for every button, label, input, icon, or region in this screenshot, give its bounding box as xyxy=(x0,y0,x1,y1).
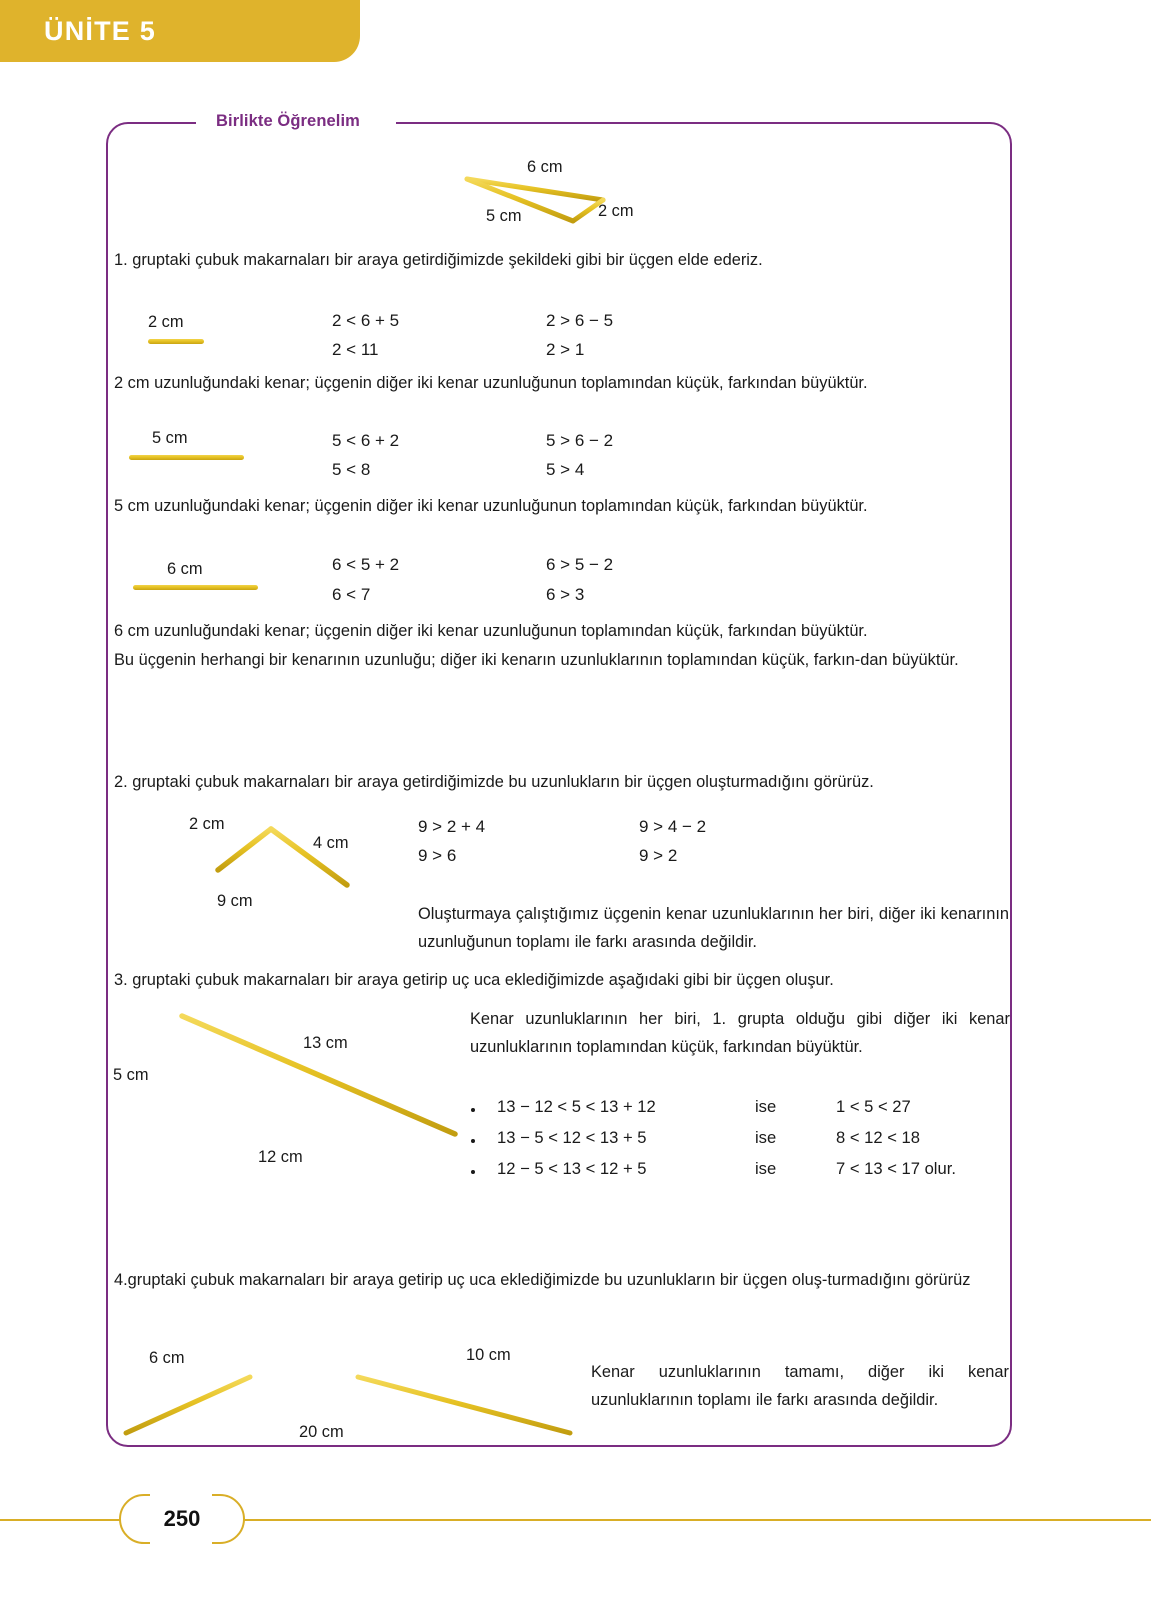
group3-explanation: Kenar uzunluklarının her biri, 1. grupta olduğu gibi diğer iki kenar uzunluklarının toplamından küçük, farkından büyüktür. xyxy=(470,1010,1010,1056)
group3-bullet-1-result: 8 < 12 < 18 xyxy=(836,1128,920,1147)
group3-hypotenuse-label: 13 cm xyxy=(303,1034,348,1052)
group2-left-bottom: 9 > 6 xyxy=(418,846,457,865)
group3-bullet-0-connector: ise xyxy=(755,1097,777,1116)
group1-row-0-stick xyxy=(148,339,204,344)
group2-base-label: 9 cm xyxy=(217,892,253,910)
group3-vertical-side-label: 5 cm xyxy=(113,1066,149,1084)
group1-row-2-right-top: 6 > 5 − 2 xyxy=(546,555,614,574)
group3-bullet-dot-1 xyxy=(471,1139,475,1143)
group1-row-0-right-bottom: 2 > 1 xyxy=(546,340,585,359)
group3-bullet-2-connector: ise xyxy=(755,1159,777,1178)
group1-row-1-stick-label: 5 cm xyxy=(152,429,188,447)
group2-left-top: 9 > 2 + 4 xyxy=(418,817,486,836)
group1-row-1-left-top: 5 < 6 + 2 xyxy=(332,431,400,450)
group2-right-bottom: 9 > 2 xyxy=(639,846,678,865)
group1-row-0-left-bottom: 2 < 11 xyxy=(332,340,379,359)
group2-explanation: Oluşturmaya çalıştığımız üçgenin kenar uzunluklarının her biri, diğer iki kenarının uzunluğunun toplamı ile farkı arasında değildir. xyxy=(418,905,1009,951)
group3-bullet-0-result: 1 < 5 < 27 xyxy=(836,1097,911,1116)
group4-left-side-label: 6 cm xyxy=(149,1349,185,1367)
group1-row-1-left-bottom: 5 < 8 xyxy=(332,460,371,479)
group2-right-top: 9 > 4 − 2 xyxy=(639,817,707,836)
group3-base-label: 12 cm xyxy=(258,1148,303,1166)
group1-row-1-right-bottom: 5 > 4 xyxy=(546,460,585,479)
group3-bullet-2-result: 7 < 13 < 17 olur. xyxy=(836,1159,956,1178)
group1-row-2-stick-label: 6 cm xyxy=(167,560,203,578)
figure-top-side-b-label: 5 cm xyxy=(486,207,522,225)
group1-row-1-right-top: 5 > 6 − 2 xyxy=(546,431,614,450)
group1-row-0-right-top: 2 > 6 − 5 xyxy=(546,311,614,330)
group1-row-1-conclusion: 5 cm uzunluğundaki kenar; üçgenin diğer iki kenar uzunluğunun toplamından küçük, farkından büyüktür. xyxy=(114,497,868,515)
group4-base-label: 20 cm xyxy=(299,1423,344,1441)
group1-row-0-left-top: 2 < 6 + 5 xyxy=(332,311,400,330)
group1-row-1-stick xyxy=(129,455,244,460)
figure-top-side-c-label: 2 cm xyxy=(598,202,634,220)
unit-label: ÜNİTE 5 xyxy=(44,16,156,46)
group2-figure xyxy=(140,815,370,895)
group4-explanation: Kenar uzunluklarının tamamı, diğer iki kenar uzunluklarının toplamı ile farkı arasında değildir. xyxy=(591,1363,1009,1409)
group2-intro: 2. gruptaki çubuk makarnaları bir araya getirdiğimizde bu uzunlukların bir üçgen oluşturmadığını görürüz. xyxy=(114,773,874,791)
group3-bullet-2-expression: 12 − 5 < 13 < 12 + 5 xyxy=(497,1159,647,1178)
group3-figure xyxy=(175,1010,465,1145)
group1-row-2-left-top: 6 < 5 + 2 xyxy=(332,555,400,574)
group3-bullet-0-expression: 13 − 12 < 5 < 13 + 12 xyxy=(497,1097,656,1116)
group1-row-2-right-bottom: 6 > 3 xyxy=(546,585,585,604)
group3-bullet-1-connector: ise xyxy=(755,1128,777,1147)
group1-row-2-left-bottom: 6 < 7 xyxy=(332,585,371,604)
group1-summary: Bu üçgenin herhangi bir kenarının uzunluğu; diğer iki kenarın uzunluklarının toplamından küçük, farkın-dan büyüktür. xyxy=(114,651,959,669)
group1-row-0-conclusion: 2 cm uzunluğundaki kenar; üçgenin diğer iki kenar uzunluğunun toplamından küçük, farkından büyüktür. xyxy=(114,374,868,392)
group1-row-2-stick xyxy=(133,585,258,590)
group4-figure xyxy=(118,1355,583,1440)
group2-left-side-label: 2 cm xyxy=(189,815,225,833)
group3-bullet-dot-0 xyxy=(471,1108,475,1112)
group1-row-2-conclusion: 6 cm uzunluğundaki kenar; üçgenin diğer iki kenar uzunluğunun toplamından küçük, farkından büyüktür. xyxy=(114,622,868,640)
group1-intro: 1. gruptaki çubuk makarnaları bir araya getirdiğimizde şekildeki gibi bir üçgen elde ederiz. xyxy=(114,251,763,269)
page-number: 250 xyxy=(163,1506,201,1531)
group1-row-0-stick-label: 2 cm xyxy=(148,313,184,331)
group3-bullet-dot-2 xyxy=(471,1170,475,1174)
group4-right-side-label: 10 cm xyxy=(466,1346,511,1364)
activity-title: Birlikte Öğrenelim xyxy=(216,112,360,130)
group4-intro: 4.gruptaki çubuk makarnaları bir araya getirip uç uca eklediğimizde bu uzunlukların bir üçgen oluş-turmadığını görürüz xyxy=(114,1271,971,1289)
group2-right-side-label: 4 cm xyxy=(313,834,349,852)
group3-bullet-1-expression: 13 − 5 < 12 < 13 + 5 xyxy=(497,1128,647,1147)
figure-top-side-a-label: 6 cm xyxy=(527,158,563,176)
group3-intro: 3. gruptaki çubuk makarnaları bir araya getirip uç uca eklediğimizde aşağıdaki gibi bir üçgen oluşur. xyxy=(114,971,834,989)
